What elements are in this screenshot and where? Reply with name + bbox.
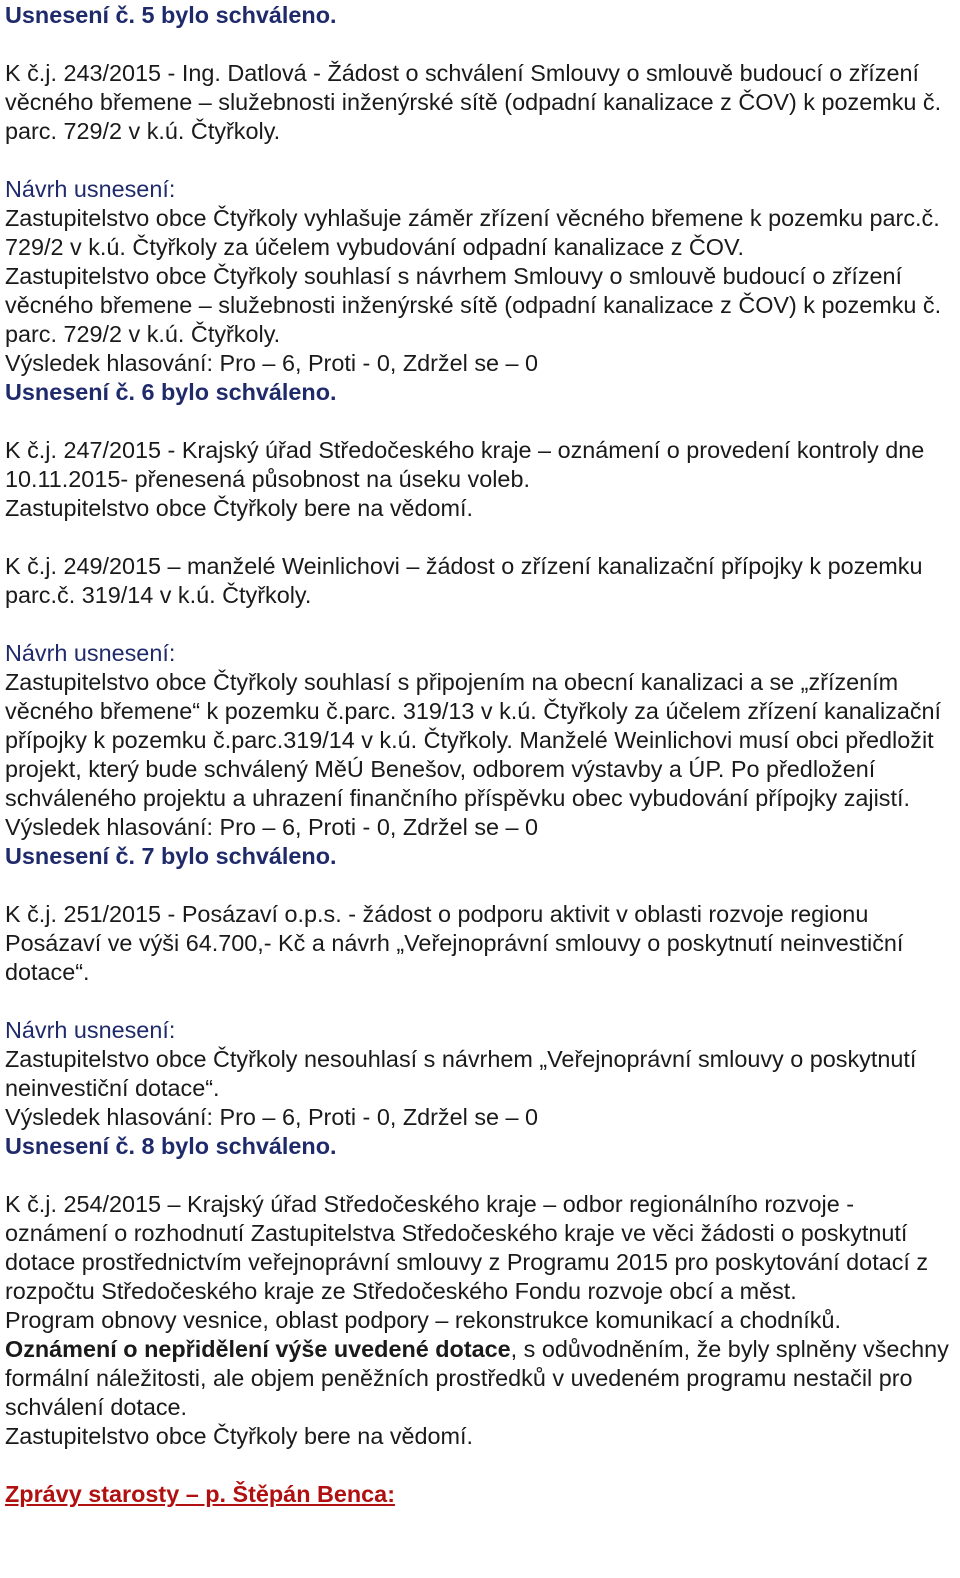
- proposal-text: Zastupitelstvo obce Čtyřkoly nesouhlasí s návrhem „Veřejnoprávní smlouvy o poskytnutí neinvestiční dotace“.: [5, 1046, 917, 1101]
- resolution-8: Usnesení č. 8 bylo schváleno.: [5, 1133, 337, 1159]
- resolution-5: Usnesení č. 5 bylo schváleno.: [5, 2, 337, 28]
- agenda-item-251: K č.j. 251/2015 - Posázaví o.p.s. - žádost o podporu aktivit v oblasti rozvoje regionu Posázaví ve výši 64.700,- Kč a návrh „Veřejnoprávní smlouvy o poskytnutí neinvestiční dotace“.: [5, 901, 904, 985]
- section-title: Zprávy starosty – p. Štěpán Benca:: [5, 1481, 395, 1507]
- proposal-heading: Návrh usnesení:: [5, 176, 176, 202]
- agenda-item-247: K č.j. 247/2015 - Krajský úřad Středočeského kraje – oznámení o provedení kontroly dne 10.11.2015- přenesená působnost na úseku voleb.: [5, 437, 925, 492]
- agenda-item-243: K č.j. 243/2015 - Ing. Datlová - Žádost o schválení Smlouvy o smlouvě budoucí o zřízení věcného břemene – služebnosti inženýrské sítě (odpadní kanalizace z ČOV) k pozemku č. parc. 729/2 v k.ú. Čtyřkoly.: [5, 60, 942, 144]
- resolution-7: Usnesení č. 7 bylo schváleno.: [5, 843, 337, 869]
- proposal-heading: Návrh usnesení:: [5, 1017, 176, 1043]
- council-acknowledgement: Zastupitelstvo obce Čtyřkoly bere na vědomí.: [5, 1423, 474, 1449]
- program-text: Program obnovy vesnice, oblast podpory – rekonstrukce komunikací a chodníků.: [5, 1307, 842, 1333]
- notice-bold: Oznámení o nepřidělení výše uvedené dotace: [5, 1336, 511, 1362]
- agenda-item-249: K č.j. 249/2015 – manželé Weinlichovi – žádost o zřízení kanalizační přípojky k pozemku parc.č. 319/14 v k.ú. Čtyřkoly.: [5, 553, 923, 608]
- notice-rest: , s odůvodněním, že byly splněny všechny formální náležitosti, ale objem peněžních prostředků v uvedeném programu nestačil pro schválení dotace.: [5, 1336, 949, 1420]
- proposal-text: Zastupitelstvo obce Čtyřkoly souhlasí s návrhem Smlouvy o smlouvě budoucí o zřízení věcného břemene – služebnosti inženýrské sítě (odpadní kanalizace z ČOV) k pozemku č. parc. 729/2 v k.ú. Čtyřkoly.: [5, 263, 942, 347]
- council-acknowledgement: Zastupitelstvo obce Čtyřkoly bere na vědomí.: [5, 495, 474, 521]
- vote-result: Výsledek hlasování: Pro – 6, Proti - 0, Zdržel se – 0: [5, 1104, 539, 1130]
- agenda-item-254: K č.j. 254/2015 – Krajský úřad Středočeského kraje – odbor regionálního rozvoje - oznámení o rozhodnutí Zastupitelstva Středočeského kraje ve věci žádosti o poskytnutí dotace prostřednictvím veřejnoprávní smlouvy z Programu 2015 pro poskytování dotací z rozpočtu Středočeského kraje ze Středočeského Fondu rozvoje obcí a měst.: [5, 1191, 929, 1304]
- proposal-heading: Návrh usnesení:: [5, 640, 176, 666]
- notice-paragraph: [5, 1335, 960, 1422]
- vote-result: Výsledek hlasování: Pro – 6, Proti - 0, Zdržel se – 0: [5, 350, 539, 376]
- proposal-text: Zastupitelstvo obce Čtyřkoly souhlasí s připojením na obecní kanalizaci a se „zřízením věcného břemene“ k pozemku č.parc. 319/13 v k.ú. Čtyřkoly za účelem zřízení kanalizační přípojky k pozemku č.parc.319/14 v k.ú. Čtyřkoly. Manželé Weinlichovi musí obci předložit projekt, který bude schválený MěÚ Benešov, odborem výstavby a ÚP. Po předložení schváleného projektu a uhrazení finančního příspěvku obec vybudování přípojky zajistí.: [5, 669, 942, 811]
- proposal-text: Zastupitelstvo obce Čtyřkoly vyhlašuje záměr zřízení věcného břemene k pozemku parc.č. 729/2 v k.ú. Čtyřkoly za účelem vybudování odpadní kanalizace z ČOV.: [5, 205, 940, 260]
- vote-result: Výsledek hlasování: Pro – 6, Proti - 0, Zdržel se – 0: [5, 814, 539, 840]
- resolution-6: Usnesení č. 6 bylo schváleno.: [5, 379, 337, 405]
